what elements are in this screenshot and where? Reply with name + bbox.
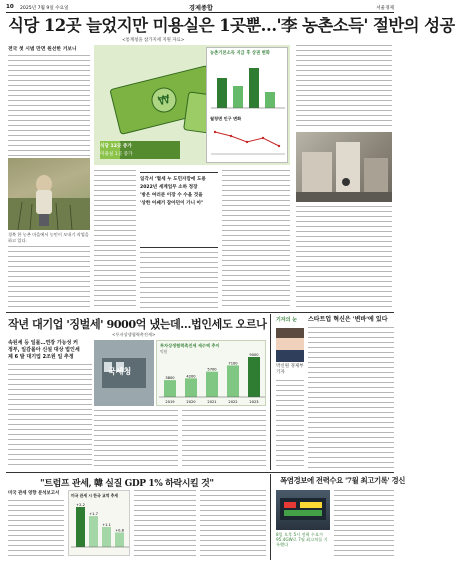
tax-year-label: 2023 [249, 400, 259, 404]
tariff-bar-label: +1.1 [102, 523, 111, 527]
tax-bar [185, 378, 197, 397]
tax-bar [206, 372, 218, 397]
pull-quote-line: '방은 여러분 이장 수 수을 것을 [140, 193, 203, 198]
page-header [6, 3, 394, 13]
article-body-text [8, 246, 90, 308]
population-line-chart [211, 124, 285, 160]
tax-bar [164, 380, 176, 397]
section-divider [6, 312, 394, 313]
article-body-text [140, 252, 218, 308]
article-body-text [8, 364, 92, 468]
article-body-text [222, 170, 290, 308]
author-photo [276, 328, 304, 362]
author-byline: 박신원 경제부 기자 [276, 364, 304, 375]
tariff-impact-chart [68, 490, 130, 556]
article-body-text [334, 490, 394, 558]
article-body-text [296, 45, 392, 129]
tax-year-label: 2022 [228, 400, 238, 404]
population-chart-title: 월청면 인구 변화 [210, 116, 242, 121]
chart-title: 미국 관세 시 한국 교역 추세 [71, 493, 118, 498]
issue-date: 2025년 7월 9일 수요일 [20, 5, 69, 11]
town-photo [296, 132, 392, 202]
article-body-text [94, 170, 136, 308]
tax-bar-value: 4200 [186, 374, 196, 379]
tariff-bar [102, 527, 111, 547]
power-photo-caption: 8일 오후 5시 전력 수요가 95.4GW로 7월 최고치를 기록했다 [276, 532, 328, 547]
page-number: 10 [6, 4, 14, 10]
section-divider [6, 472, 394, 473]
corporate-tax-subhead: <투자상생협력촉진세> [112, 332, 156, 337]
article-body-text [134, 490, 196, 558]
tariff-subhead: 미국 관세 영향 분석보고서 [8, 491, 60, 496]
tax-bar-value: 3800 [165, 376, 175, 381]
bar-chart [211, 60, 285, 114]
heatwave-headline: 폭염경보에 전력수요 '7월 최고기록' 경신 [280, 476, 405, 485]
column-divider [270, 474, 271, 560]
infographic-title: 농촌기본소득 지급 후 상권 변화 [210, 51, 270, 56]
corporate-tax-headline: 작년 대기업 '징벌세' 9000억 냈는데…법인세도 오르나 [8, 317, 267, 331]
farm-photo-caption: 경북 한 농촌 마을에서 농민이 모내기 작업을 하고 있다. [8, 232, 89, 243]
article-body-text [200, 490, 266, 558]
tax-year-label: 2021 [207, 400, 217, 404]
pull-quote-line: 2022년 세계업무 소하 정장 [140, 185, 198, 190]
tax-bar-chart [159, 353, 265, 405]
top-story-lede: 전국 첫 시범 만면 원선한 거보니 [8, 47, 77, 52]
bullet-line: 제 6 발 대기업 2조원 일 추정 [8, 354, 74, 360]
tax-year-label: 2020 [186, 400, 196, 404]
article-body-text [8, 55, 90, 157]
column-divider [270, 314, 271, 470]
tariff-bar [115, 532, 124, 547]
region-map-panel [206, 47, 288, 163]
tax-bar-value: 7100 [228, 361, 238, 366]
tariff-headline: "트럼프 관세, 韓 실질 GDP 1% 하락시킬 것" [40, 479, 214, 489]
power-grid-photo [276, 490, 330, 530]
infographic-stat2: 미용실 1곳 증가 [100, 152, 133, 157]
column-label: 기자의 눈 [276, 317, 298, 323]
tax-revenue-chart [156, 340, 266, 406]
tax-bar-value: 5700 [207, 367, 217, 372]
article-body-text [296, 206, 392, 308]
corporate-tax-bullets [8, 340, 92, 361]
top-story-headline: 식당 12곳 늘었지만 미용실은 1곳뿐…'李 농촌소득' 절반의 성공 [8, 16, 455, 35]
tariff-bar-label: +0.8 [115, 528, 124, 533]
column-body-text [308, 327, 394, 468]
tariff-bar [89, 516, 98, 547]
column-body-text [276, 380, 304, 468]
publisher-name: 서울경제 [376, 5, 394, 11]
tariff-bar [76, 507, 85, 547]
article-body-text [94, 410, 178, 468]
svg-text:₩: ₩ [156, 91, 172, 109]
nts-building-photo [94, 340, 154, 406]
tariff-bar-chart [71, 501, 129, 555]
tax-year-label: 2019 [165, 400, 175, 404]
tax-bar [227, 365, 239, 397]
chart-unit: 억원 [160, 349, 168, 354]
bullet-line: 정부, 일감몰아 신설 대상 법인세 [8, 347, 80, 353]
tax-bar [248, 357, 260, 397]
article-body-text [8, 500, 64, 558]
pull-quote [140, 172, 218, 248]
pull-quote-line: '상한 어쌔거 잡아던이 가니 아" [140, 201, 204, 206]
pull-quote-line: 일각서 ‘혈세 누 도민자맘에 도용 [140, 177, 206, 182]
section-title: 경제종합 [189, 5, 213, 12]
farm-photo [8, 158, 90, 230]
chart-title: 투자상생협력촉진세 세수액 추이 [160, 343, 220, 348]
tariff-bar-label: +2.2 [76, 503, 85, 507]
photo-label: 국세청 [108, 367, 132, 376]
article-body-text [182, 410, 266, 468]
column-headline: 스타트업 혁신은 '변바'에 있다 [308, 316, 388, 323]
infographic-stat1: 식당 12곳 증가 [100, 144, 132, 149]
tax-bar-value: 9000 [249, 353, 259, 357]
bullet-line: 속된세 등 일몰…연장 가능성 커 [8, 340, 78, 346]
tariff-bar-label: +1.7 [89, 512, 98, 517]
top-story-subhead: <통계청을 참가지세 지원 자료> [122, 38, 185, 43]
